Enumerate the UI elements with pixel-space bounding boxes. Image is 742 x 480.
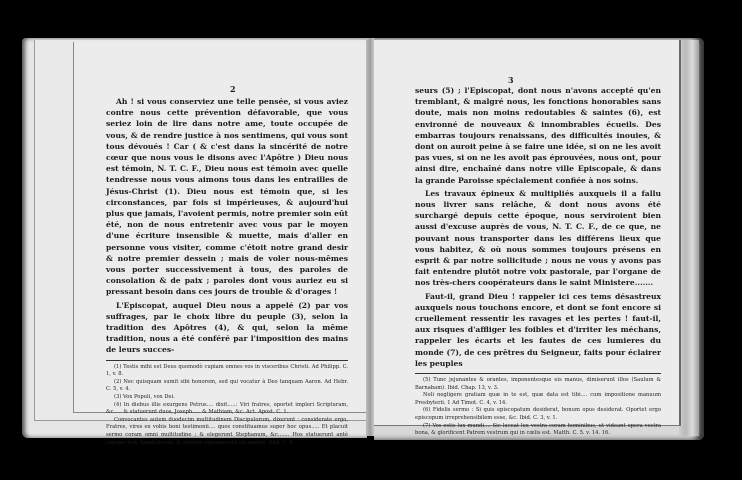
page-number-left: 2 [230,84,236,94]
footnote-5-continued: Noli negligere gratiam quæ in te est, quæ data est tibi.... cum impositione manuum Presbyterii. 1 Ad Timot. C. 4, v. 14. [415,392,661,406]
footnote-1: (1) Testis mihi est Deus quomodò cupiam omnes vos in visceribus Christi. Ad Philipp. C. 1, v. 8. [106,363,348,378]
footnote-2: (2) Nec quisquam sumit sibi honorem, sed qui vocatur à Deo tanquam Aaron. Ad Hebr. C. 5, v. 4. [106,378,348,393]
right-paragraph-3: Faut-il, grand Dieu ! rappeler ici ces tems désastreux auxquels nous touchons encore, et dont se font encore si cruellement ressentir les ravages et les pertes ! faut-il, aux risques d'affliger les foibles et d'irriter les méchans, rappeler les écarts et les fautes de ces lumieres du monde (7), de ces prêtres du Seigneur, faits pour éclairer les peuples [415,291,661,368]
book-gutter [366,38,374,436]
left-paragraph-1: Ah ! si vous conserviez une telle pensée, si vous aviez contre nous cette prévention défavorable, que vous seriez loin de lire dans notre ame, toute occupée de vous, & de rendre justice à nos sentimens, qui vous sont tous dévoués ! Car ( & c'est dans la sincérité de notre cœur que nous vous le disons avec l'Apôtre ) Dieu nous est témoin, N. T. C. F., Dieu nous est témoin avec quelle tendresse nous vous aimons tous dans les entrailles de Jésus-Christ (1). Dieu nous est témoin que, si les circonstances, par fois si impérieuses, & aujourd'hui plus que jamais, l'avoient permis, notre premier soin eût été, non de nous entretenir avec vous par le moyen d'une écriture insensible & muette, mais d'aller en personne vous visiter, comme c'étoit notre grand desir & notre premier dessein ; mais de voler nous-mêmes vous porter successivement à tous, des paroles de consolation & de paix ; paroles dont vous auriez eu si pressant besoin dans ces jours de trouble & d'orages ! [106,97,348,297]
left-paragraph-2: L'Episcopat, auquel Dieu nous a appelé (2) par vos suffrages, par le choix libre du peuple (3), selon la tradition des Apôtres (4), & qui, selon la même tradition, nous a été conféré par l'imposition des mains de leurs succes- [106,300,348,355]
footnote-4-continued: Convocantes autem duodecim multitudinem Discipulorum, dixerunt : considerate ergo, Fratres, viros ex vobis boni testimonii.... quos constituamus super hoc opus..... Et placuit sermo coram omni multitudine ; & elegerunt Stephanum, &c....... Hos statuerunt antè conspectum Apostolorum, & orantes imposuerunt eis manus. Ibid. C. 6. [106,416,348,446]
footnote-7: (7) Vos estis lux mundi.... Sic luceat lux vestra coram hominibus, ut videant opera vestra bona, & glorificent Patrem vestrum qui in cœlis est. Matth. C. 5. v. 14. 16. [415,422,661,437]
left-page-body [106,96,348,447]
right-footnotes [415,377,661,438]
footnote-3: (3) Vox Populi, vox Dei. [114,394,175,401]
footnote-5: (5) Tunc jejunantes & orantes, imponentesque eis manus, dimiserunt illos (Saulum & Barnabam). Ibid. Chap. 13, v. 3. [415,377,661,391]
footnote-rule [106,360,348,361]
footnote-6: (6) Fidelis sermo : Si quis episcopatum desiderat, bonum opus desiderat. Oportet ergo episcopum irreprehensibilem esse, &c. Ibid. C. 3, v. 1. [415,407,661,422]
right-paragraph-2: Les travaux épineux & multipliés auxquels il a fallu nous livrer sans relâche, & dont nous avons été surchargé depuis cette époque, nous serviroient bien aussi d'excuse auprès de vous, N. T. C. F., de ce que, ne pouvant nous transporter dans les différens lieux que vous habitez, & où nous sommes toujours présens en esprit & par notre sollicitude ; nous ne vous y avons pas fait entendre plutôt notre voix pastorale, par l'organe de nos très-chers coopérateurs dans le saint Ministere....... [415,188,661,288]
left-footnotes [106,364,348,448]
right-page-body [415,85,661,438]
footnote-4: (4) In diebus illis exurgens Petrus.... dixit.....: Viri fratres, oportet impleri Scripturam, &c..... & statuerunt duos, Joseph..... & Mathiam, &c. Act. Apost. C. 1. [106,401,348,416]
page-number-right: 3 [508,75,514,85]
right-paragraph-1: seurs (5) ; l'Episcopat, dont nous n'avons accepté qu'en tremblant, & malgré nous, les fonctions honorables sans doute, mais non moins redoutables & saintes (6), est environné de nouveaux & innombrables écueils. Des embarras toujours renaissans, des difficultés inouies, & dont on auroit peine à se faire une idée, si on ne les avoit pas vues, si on ne les avoit pas éprouvées, nous ont, pour ainsi dire, enchaîné dans notre ville Episcopale, & dans la grande Paroisse spécialement confiée à nos soins. [415,86,661,185]
footnote-rule [415,373,661,374]
right-page-stack-edge [679,40,699,436]
